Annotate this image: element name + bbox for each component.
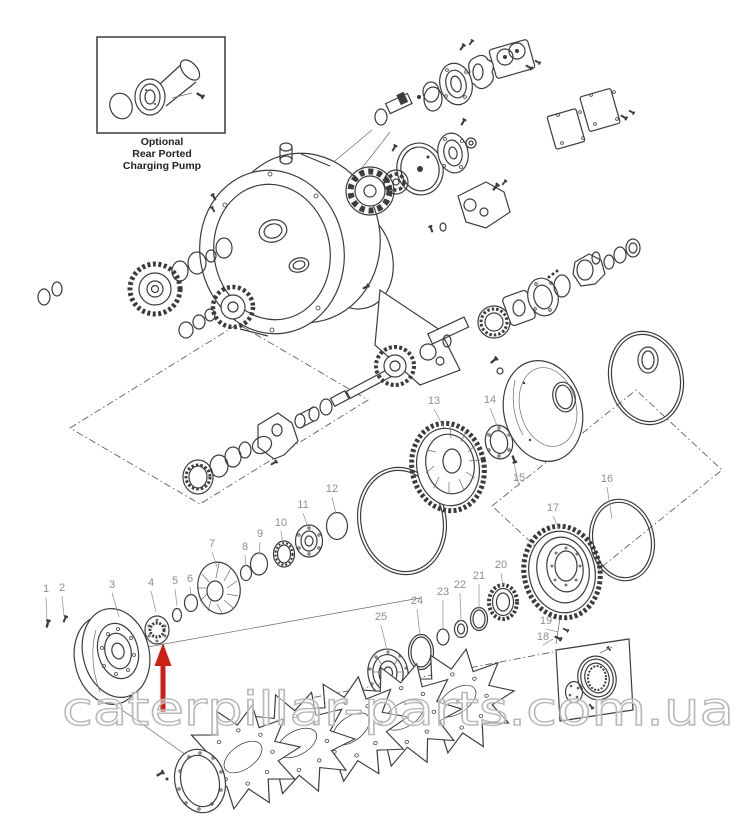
callout-number-17: 17 xyxy=(546,502,560,514)
callout-number-23: 23 xyxy=(436,586,450,598)
caption-line-2: Rear Ported xyxy=(132,148,192,160)
hub-part4 xyxy=(145,616,169,644)
callout-number-22: 22 xyxy=(453,579,467,591)
callout-number-13: 13 xyxy=(427,395,441,407)
callout-number-21: 21 xyxy=(472,570,486,582)
callout-number-18: 18 xyxy=(536,631,550,643)
callout-number-4: 4 xyxy=(147,577,155,589)
callout-number-6: 6 xyxy=(186,573,194,585)
callout-number-11: 11 xyxy=(297,499,309,511)
callout-number-2: 2 xyxy=(58,582,66,594)
callout-number-8: 8 xyxy=(241,541,249,553)
callout-number-15: 15 xyxy=(512,472,526,484)
callout-number-24: 24 xyxy=(410,595,424,607)
callout-number-14: 14 xyxy=(483,394,497,406)
callout-number-19: 19 xyxy=(539,615,553,627)
callout-number-1: 1 xyxy=(42,583,50,595)
callout-number-5: 5 xyxy=(171,575,179,587)
caption-line-1: Optional xyxy=(140,136,184,148)
watermark-text: caterpillar-parts.com.ua xyxy=(62,682,734,736)
callout-number-20: 20 xyxy=(494,559,508,571)
callout-number-3: 3 xyxy=(108,579,116,591)
callout-number-9: 9 xyxy=(256,528,264,540)
callout-number-16: 16 xyxy=(600,473,614,485)
callout-number-7: 7 xyxy=(208,538,216,550)
callout-number-10: 10 xyxy=(274,517,288,529)
caption-line-3: Charging Pump xyxy=(122,160,202,172)
callout-number-25: 25 xyxy=(374,611,388,623)
callout-number-12: 12 xyxy=(325,483,339,495)
